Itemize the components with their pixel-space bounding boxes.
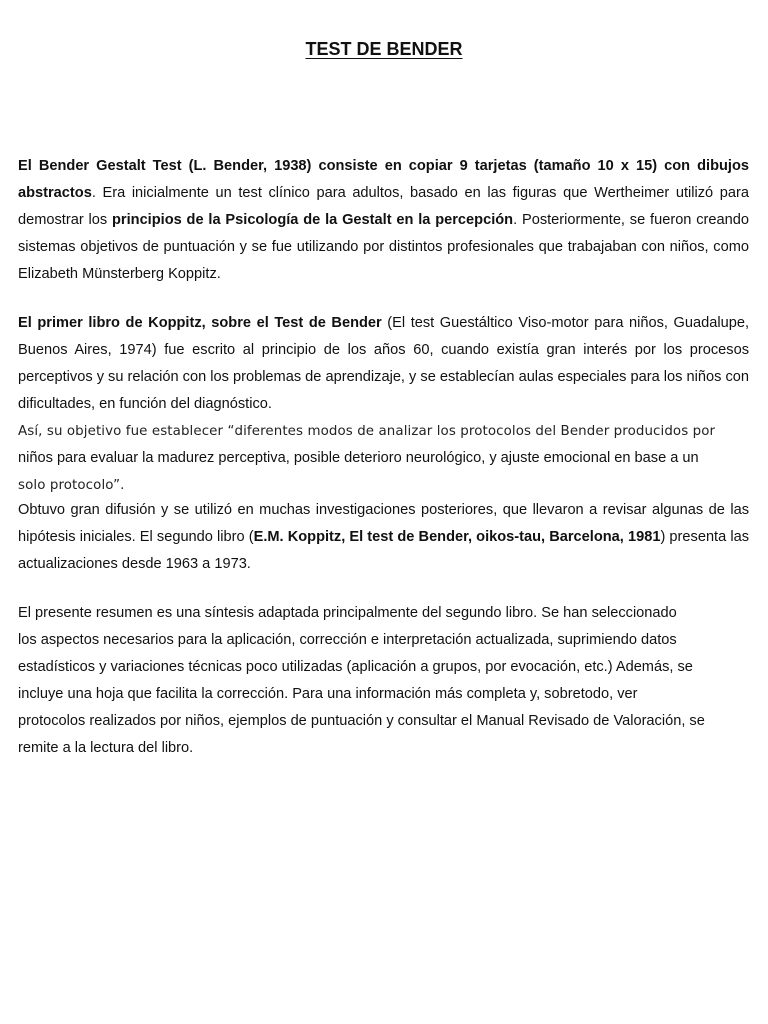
summary-line-3: estadísticos y variaciones técnicas poco utilizadas (aplicación a grupos, por evocación, etc.) Además, se <box>18 659 693 675</box>
summary-line-6: remite a la lectura del libro. <box>18 740 194 756</box>
summary-line-1: El presente resumen es una síntesis adaptada principalmente del segundo libro. Se han seleccionado <box>18 605 677 621</box>
summary-line-4: incluye una hoja que facilita la corrección. Para una información más completa y, sobretodo, ver <box>18 686 638 702</box>
intro-bold-2: principios de la Psicología de la Gestalt en la percepción <box>112 212 514 228</box>
diffusion-text-2: ) presenta las actualizaciones desde 1963 a 1973. <box>18 529 750 572</box>
objective-line-3: solo protocolo”. <box>18 478 125 493</box>
summary-line-5: protocolos realizados por niños, ejemplos de puntuación y consultar el Manual Revisado de Valoración, se <box>18 713 705 729</box>
diffusion-bold-citation: E.M. Koppitz, El test de Bender, oikos-tau, Barcelona, 1981 <box>253 529 661 545</box>
summary-line-2: los aspectos necesarios para la aplicación, corrección e interpretación actualizada, suprimiendo datos <box>18 632 677 648</box>
intro-text-1: . Era inicialmente un test clínico para adultos, basado en las figuras que Wertheimer utilizó para demostrar los <box>18 185 749 228</box>
diffusion-text-1: Obtuvo gran difusión y se utilizó en muchas investigaciones posteriores, que llevaron a revisar algunas de las hipótesis iniciales. El segundo libro ( <box>18 502 749 545</box>
koppitz-bold-1: El primer libro de Koppitz, sobre el Test de Bender <box>18 315 382 331</box>
objective-line-1: Así, su objetivo fue establecer “diferentes modos de analizar los protocolos del Bender producidos por <box>18 424 716 439</box>
intro-text-2: . Posteriormente, se fueron creando sistemas objetivos de puntuación y se fue utilizando por distintos profesionales que trabajaban con niños, como Elizabeth Münsterberg Koppitz. <box>18 212 749 282</box>
paragraph-objective <box>18 418 749 499</box>
title-text: TEST DE BENDER <box>305 39 463 59</box>
document-title <box>0 38 768 60</box>
koppitz-text-1: (El test Guestáltico Viso-motor para niños, Guadalupe, Buenos Aires, 1974) fue escrito al principio de los años 60, cuando existía gran interés por los procesos perceptivos y su relación con los problemas de aprendizaje, y se establecían aulas especiales para los niños con dificultades, en función del diagnóstico. <box>18 315 749 412</box>
paragraph-summary <box>18 600 749 762</box>
paragraph-intro <box>18 153 749 288</box>
paragraph-diffusion <box>18 497 749 578</box>
objective-line-2: niños para evaluar la madurez perceptiva, posible deterioro neurológico, y ajuste emocional en base a un <box>18 450 699 466</box>
intro-bold-1: El Bender Gestalt Test (L. Bender, 1938) consiste en copiar 9 tarjetas (tamaño 10 x 15) con dibujos abstractos <box>18 158 749 201</box>
paragraph-koppitz-first <box>18 310 749 418</box>
